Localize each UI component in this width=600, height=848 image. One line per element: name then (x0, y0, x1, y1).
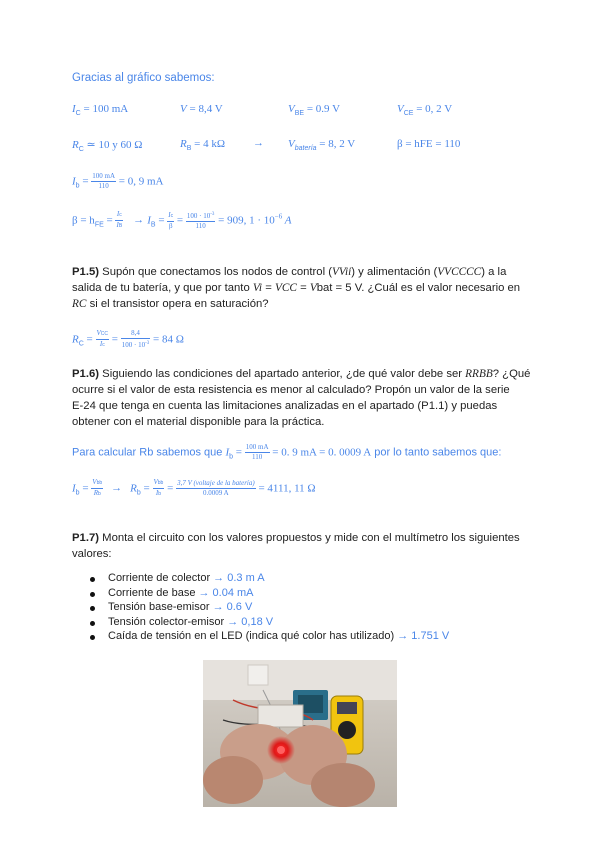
list-item: Tensión base-emisor → 0.6 V (72, 601, 449, 616)
list-item: Corriente de base → 0.04 mA (72, 587, 449, 602)
rc-equation: $R_C$ = $\frac{\text{VCC}}{Ic}$ = $\frac{8,4}{100 \cdot 10^{-3}}$ = 84 Ω (72, 329, 184, 349)
beta-value: β = hFE = 110 (397, 138, 461, 150)
measurements-list (72, 572, 449, 645)
beta-equation: $\beta = h_{FE}$ = $\frac{Ic}{IB}$ → $I_B$ = $\frac{Ic}{\beta}$ = $\frac{100 \cdot 10^{-3}}{110}$ = 909, $1 \cdot 10^{-6}$ A (72, 210, 292, 230)
rb-equation: $I_b$ = $\frac{\text{Vbb}}{Rb}$ → $R_b$ = $\frac{\text{Vbb}}{Ib}$ = $\frac{\text{3,7 V (voltaje de la batería)}}{0.0009 A}$ = 4111, 11 Ω (72, 478, 316, 497)
question-p15: P1.5) Supón que conectamos los nodos de control (VVii) y alimentación (VVCCCC) a la salida de tu batería, y que por tanto Vi = VCC = Vbat = 5 V. ¿Cuál es el valor necesario en RC si el transistor opera en saturación? (72, 266, 521, 310)
ib-equation: $I_b$ = $\frac{100 mA}{110}$ = 0, 9 mA (72, 172, 164, 190)
intro-text: Gracias al gráfico sabemos: (72, 72, 215, 84)
rc-value: $R_C$ ≃ 10 y 60 Ω (72, 139, 143, 153)
vbat-value: $V_{batería} = 8$, 2 V (288, 138, 356, 152)
arrow-icon: → (253, 137, 264, 149)
rb-value: $R_B = 4$ kΩ (180, 138, 226, 152)
question-p16: P1.6) Siguiendo las condiciones del apartado anterior, ¿de qué valor debe ser RRBB? ¿Qué ocurre si el valor de esta resistencia es menor al calculado? Propón un valor de la serie E-24 que tenga en cuenta las limitaciones analizadas en el apartado (P1.1) y puedas obtener con el material disponible para la práctica. (72, 368, 531, 428)
v-value: V = 8,4 V (180, 103, 223, 115)
list-item: Corriente de colector → 0.3 m A (72, 572, 449, 587)
rb-calc-text: Para calcular Rb sabemos que $I_b$ = $\frac{100 mA}{110}$ = 0. 9 mA = 0. 0009 A por lo tanto sabemos que: (72, 443, 502, 461)
list-item: Caída de tensión en el LED (indica qué color has utilizado) → 1.751 V (72, 630, 449, 645)
question-p17: P1.7) Monta el circuito con los valores propuestos y mide con el multímetro los siguientes valores: (72, 532, 520, 560)
circuit-photo-image (203, 660, 397, 807)
list-item: Tensión colector-emisor → 0,18 V (72, 616, 449, 631)
ic-value: $I_C = 100$ mA (72, 103, 129, 117)
vbe-value: $V_{BE} = 0.9$ V (288, 103, 341, 117)
vce-value: $V_{CE} = 0$, 2 V (397, 103, 453, 117)
circuit-photo (203, 660, 397, 807)
